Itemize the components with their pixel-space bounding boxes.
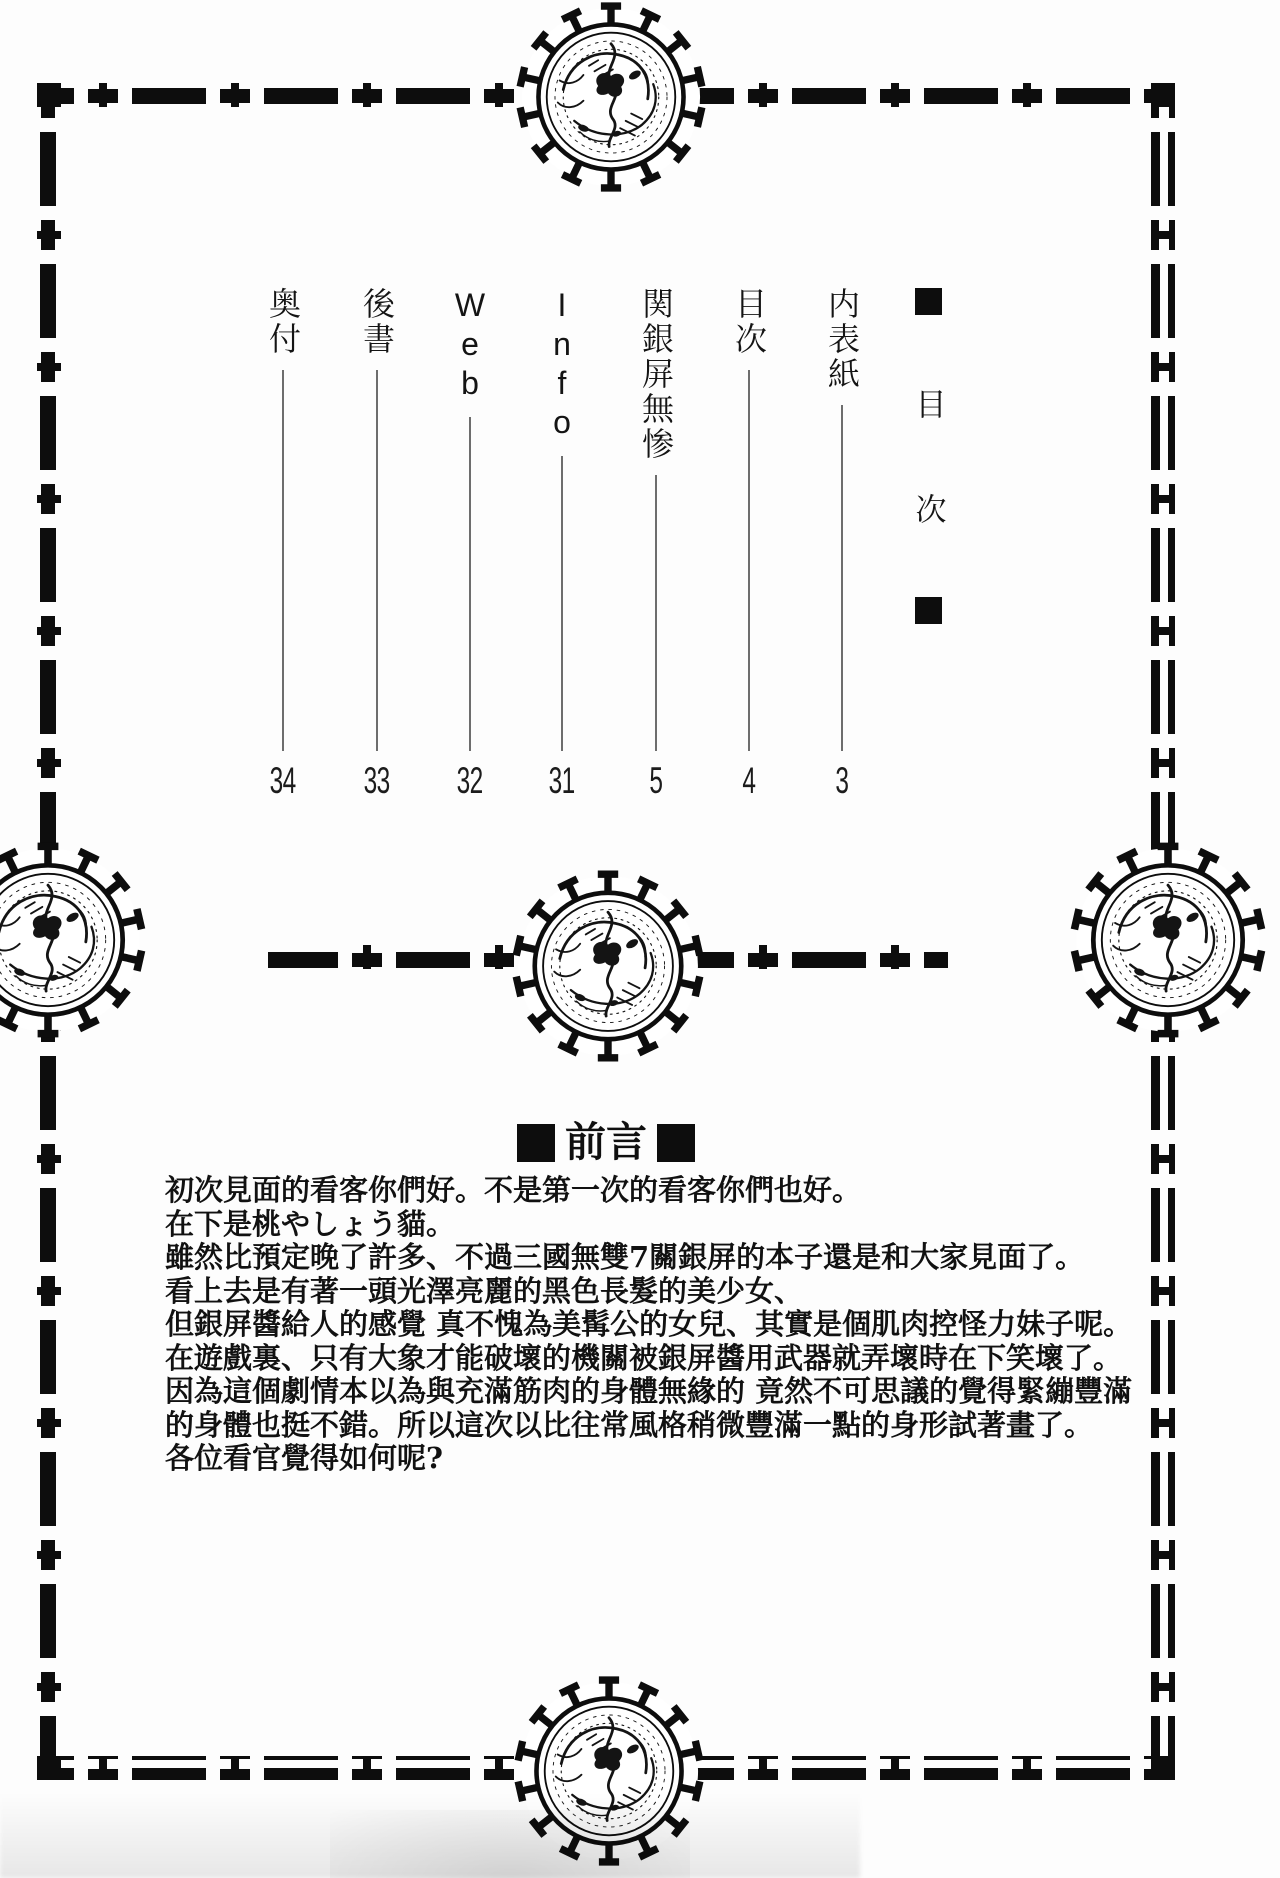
leader-line bbox=[655, 475, 657, 751]
phoenix-medallion-top bbox=[517, 2, 706, 191]
toc-entry-page: 32 bbox=[457, 760, 483, 801]
toc-entry-page: 31 bbox=[549, 760, 575, 801]
leader-line bbox=[561, 456, 563, 751]
phoenix-medallion-left bbox=[0, 843, 145, 1038]
toc-entry-inner-cover bbox=[822, 287, 862, 802]
preface-line: 在遊戲裏、只有大象才能破壞的機關被銀屏醬用武器就弄壞時在下笑壞了。 bbox=[165, 1340, 1123, 1375]
preface-line: 看上去是有著一頭光澤亮麗的黑色長髮的美少女、 bbox=[165, 1273, 804, 1308]
toc-entry-label: 後書 bbox=[359, 287, 395, 357]
toc-entry-page: 5 bbox=[649, 760, 663, 801]
preface-line: 因為這個劇情本以為與充滿筋肉的身體無緣的 竟然不可思議的覺得緊繃豐滿 bbox=[165, 1374, 1133, 1408]
preface-line: 雖然比預定晚了許多、不過三國無雙7關銀屏的本子還是和大家見面了。 bbox=[165, 1240, 1085, 1274]
preface-line: 但銀屏醬給人的感覺 真不愧為美髯公的女兒、其實是個肌肉控怪力妹子呢。 bbox=[165, 1307, 1133, 1341]
toc-entry-label: 目次 bbox=[731, 287, 767, 357]
toc-heading-char: 次 bbox=[910, 492, 946, 524]
toc-heading-char: 目 bbox=[910, 388, 946, 420]
toc-heading bbox=[911, 288, 945, 624]
preface-body bbox=[165, 1174, 1175, 1476]
toc-entry-page: 34 bbox=[270, 760, 296, 801]
preface-line: 在下是桃やしょう貓。 bbox=[165, 1206, 456, 1241]
leader-line bbox=[282, 370, 284, 751]
toc-entry-label: Web bbox=[452, 287, 488, 404]
preface-line: 各位看官覺得如何呢? bbox=[165, 1441, 443, 1475]
black-square-icon bbox=[915, 288, 942, 315]
leader-line bbox=[841, 405, 843, 751]
toc-entry-main-story bbox=[636, 287, 676, 802]
toc-entry-page: 3 bbox=[835, 760, 849, 801]
toc-entry-contents bbox=[729, 287, 769, 802]
toc-entry-label: 内表紙 bbox=[824, 287, 860, 392]
black-square-icon bbox=[915, 597, 942, 624]
toc-entry-colophon bbox=[263, 287, 303, 802]
phoenix-medallion-right bbox=[1071, 843, 1266, 1038]
leader-line bbox=[469, 417, 471, 751]
scan-shadow bbox=[330, 1810, 690, 1878]
preface-line: 初次見面的看客你們好。不是第一次的看客你們也好。 bbox=[165, 1173, 862, 1207]
corner-square bbox=[37, 83, 61, 107]
leader-line bbox=[376, 370, 378, 751]
preface-title-text: 前言 bbox=[565, 1118, 647, 1166]
toc-entry-web bbox=[450, 287, 490, 802]
toc-entry-afterword bbox=[357, 287, 397, 802]
toc-entry-info bbox=[542, 287, 582, 802]
leader-line bbox=[748, 370, 750, 751]
corner-square bbox=[1151, 83, 1175, 107]
black-square-icon bbox=[517, 1124, 555, 1162]
toc-entry-label: Info bbox=[544, 287, 580, 443]
toc-entry-label: 奥付 bbox=[265, 287, 301, 357]
preface-line: 的身體也挺不錯。所以這次以比往常風格稍微豐滿一點的身形試著畫了。 bbox=[165, 1407, 1094, 1442]
corner-square bbox=[1151, 1756, 1175, 1780]
toc-entry-page: 4 bbox=[742, 760, 756, 801]
black-square-icon bbox=[657, 1124, 695, 1162]
toc-entry-page: 33 bbox=[364, 760, 390, 801]
preface-title bbox=[37, 1118, 1175, 1166]
corner-square bbox=[37, 1756, 61, 1780]
toc-entry-label: 関銀屏無惨 bbox=[638, 287, 674, 462]
phoenix-medallion-center bbox=[513, 870, 704, 1061]
